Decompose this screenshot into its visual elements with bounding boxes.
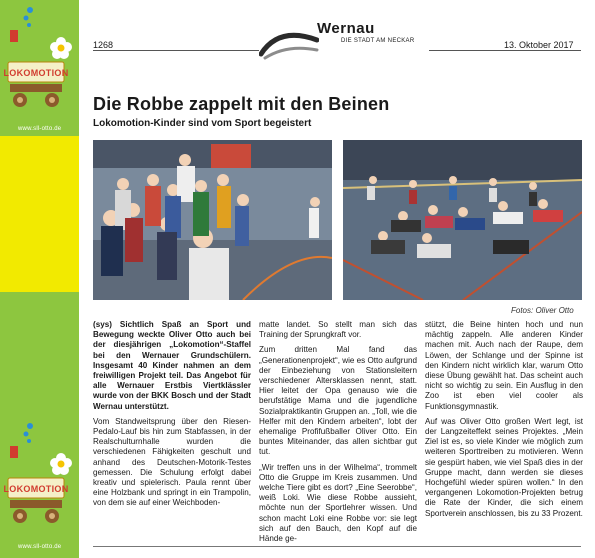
article-subheadline: Lokomotion-Kinder sind vom Sport begeistert bbox=[93, 118, 312, 129]
train-logo-icon bbox=[0, 420, 79, 540]
strip-url-bottom: www.sll-otto.de bbox=[18, 544, 62, 550]
photo-kids-gym-image bbox=[93, 140, 332, 300]
article-column-3 bbox=[425, 320, 583, 524]
article-column-1 bbox=[93, 320, 251, 514]
masthead-swoosh-icon bbox=[259, 22, 319, 62]
train-logo-icon bbox=[0, 4, 79, 124]
photo-kids-floor-exercise bbox=[343, 140, 582, 300]
svg-text:LOKOMOTION: LOKOMOTION bbox=[3, 68, 69, 78]
article-paragraph: Zum dritten Mal fand das „Generationenprojekt“, wie es Otto aufgrund der Einbeziehung von Stationsleitern verschiedener Altersklassen nennt, statt. Hier leitet der Opa genauso wie die berufstätige Mama und die jugendliche Sozialpraktikantin Gruppen an. „Toll, wie die Helfer mit den Kindern arbeiten“, lobt der ehemalige Profifußballer Oliver Otto. Ein buntes Miteinander, das allen sichtbar gut tut. bbox=[259, 345, 417, 457]
article-paragraph: matte landet. So stellt man sich das Training der Sprungkraft vor. bbox=[259, 320, 417, 340]
issue-date: 13. Oktober 2017 bbox=[504, 40, 574, 50]
newspaper-page bbox=[79, 0, 595, 558]
header-rule-right bbox=[429, 50, 581, 51]
photo-credit: Fotos: Oliver Otto bbox=[511, 306, 574, 315]
article-lead: (sys) Sichtlich Spaß an Sport und Bewegung weckte Oliver Otto auch bei der diesjährigen „Lokomotion“-Staffel bei den Wernauer Grundschülern. Insgesamt 40 Kinder nahmen an dem freiwilligen Projekt teil. Das Angebot für alle Wernauer Erstbis Viertklässler wurde von der BKK Bosch und der Stadt Wernau unterstützt. bbox=[93, 320, 251, 411]
lokomotion-logo bbox=[0, 4, 79, 124]
article-paragraph: Auf was Oliver Otto großen Wert legt, ist der Langzeiteffekt seines Projektes. „Mein Ziel ist es, so viele Kinder wie möglich zum weiteren Sporttreiben zu motivieren. Wenn sie gespürt haben, wie viel Spaß dies in der Gruppe macht, dann werden sie dieses Hochgefühl wieder spüren wollen.“ In den vergangenen Lokomotion-Projekten betrug die Rate der Kinder, die sich einem Sportverein anschlossen, bis zu 33 Prozent. bbox=[425, 416, 583, 518]
photo-kids-floor-image bbox=[343, 140, 582, 300]
article-headline: Die Robbe zappelt mit den Beinen bbox=[93, 94, 390, 114]
photo-kids-gym bbox=[93, 140, 332, 300]
article-column-2 bbox=[259, 320, 417, 549]
lokomotion-logo-bottom bbox=[0, 420, 79, 540]
svg-text:LOKOMOTION: LOKOMOTION bbox=[3, 484, 69, 494]
article-paragraph: Vom Standweitsprung über den Riesen-Pedalo-Lauf bis hin zum Stabfassen, in der Realschulturnhalle wurden die verschiedenen Fähigkeiten geschult und anhand des Deutschen-Motorik-Testes gemessen. Die Schulung erfolgt dabei kreativ und spielerisch. Paula rennt über eine Holzbank und springt in ein Trampolin, von dem sie auf einer Weichboden- bbox=[93, 416, 251, 508]
footer-rule bbox=[93, 546, 581, 547]
masthead-title: Wernau bbox=[317, 20, 375, 37]
article-paragraph: „Wir treffen uns in der Wilhelma“, trommelt Otto die Gruppe im Kreis zusammen. Und welche Tiere gibt es dort? „Eine Seerobbe“, weiß Loki. Wie diese Robbe aussieht, möchte nun der Sportlehrer wissen. Und schon macht Loki eine Robbe vor: sie legt sich auf den Bauch, den Kopf auf die Hände ge- bbox=[259, 462, 417, 544]
article-paragraph: stützt, die Beine hinten hoch und nun mächtig zappeln. Alle anderen Kinder machen mit. Auch nach der Raupe, dem Löwen, der Schlange und der Spinne ist den Kindern nicht wirklich klar, warum Otto diese Übung gewählt hat. Das scheint auch nicht so wichtig zu sein. Ein Ausflug in den Zoo ist eben viel cooler als Funktionsgymnastik. bbox=[425, 320, 583, 411]
strip-url-top: www.sll-otto.de bbox=[18, 126, 62, 132]
masthead-subtitle: DIE STADT AM NECKAR bbox=[341, 38, 415, 44]
page-number: 1268 bbox=[93, 40, 114, 50]
header-rule-left bbox=[93, 50, 259, 51]
brand-strip bbox=[0, 0, 79, 558]
